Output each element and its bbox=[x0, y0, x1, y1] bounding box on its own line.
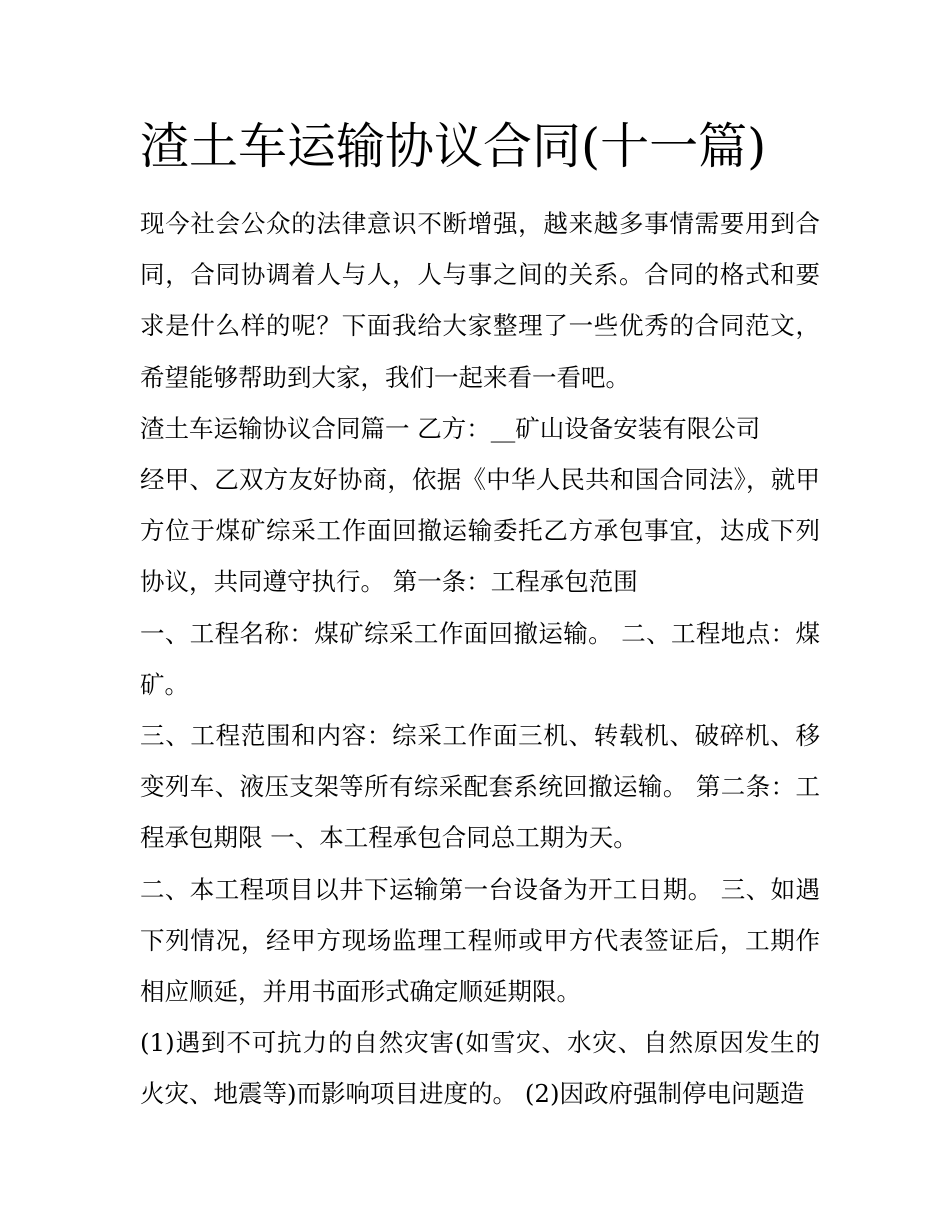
paragraph-project-name: 一、工程名称：煤矿综采工作面回撤运输。 二、工程地点：煤矿。 bbox=[140, 618, 820, 699]
document-body bbox=[140, 198, 820, 1120]
document-title: 渣土车运输协议合同(十一篇) bbox=[140, 118, 767, 175]
paragraph-force-majeure: (1)遇到不可抗力的自然灾害(如雪灾、水灾、自然原因发生的火灾、地震等)而影响项目进度的。 (2)因政府强制停电问题造 bbox=[140, 1028, 820, 1109]
paragraph-contract-heading: 渣土车运输协议合同篇一 乙方：__矿山设备安装有限公司 bbox=[140, 413, 761, 443]
paragraph-agreement: 经甲、乙双方友好协商，依据《中华人民共和国合同法》，就甲方位于煤矿综采工作面回撤运输委托乙方承包事宜，达成下列协议，共同遵守执行。 第一条：工程承包范围 bbox=[140, 465, 820, 597]
paragraph-intro: 现今社会公众的法律意识不断增强，越来越多事情需要用到合同，合同协调着人与人，人与事之间的关系。合同的格式和要求是什么样的呢？下面我给大家整理了一些优秀的合同范文，希望能够帮助到大家，我们一起来看一看吧。 bbox=[140, 209, 820, 392]
paragraph-project-scope: 三、工程范围和内容：综采工作面三机、转载机、破碎机、移变列车、液压支架等所有综采配套系统回撤运输。 第二条：工程承包期限 一、本工程承包合同总工期为天。 bbox=[140, 721, 820, 853]
paragraph-start-date: 二、本工程项目以井下运输第一台设备为开工日期。 三、如遇下列情况，经甲方现场监理工程师或甲方代表签证后，工期作相应顺延，并用书面形式确定顺延期限。 bbox=[140, 874, 820, 1007]
